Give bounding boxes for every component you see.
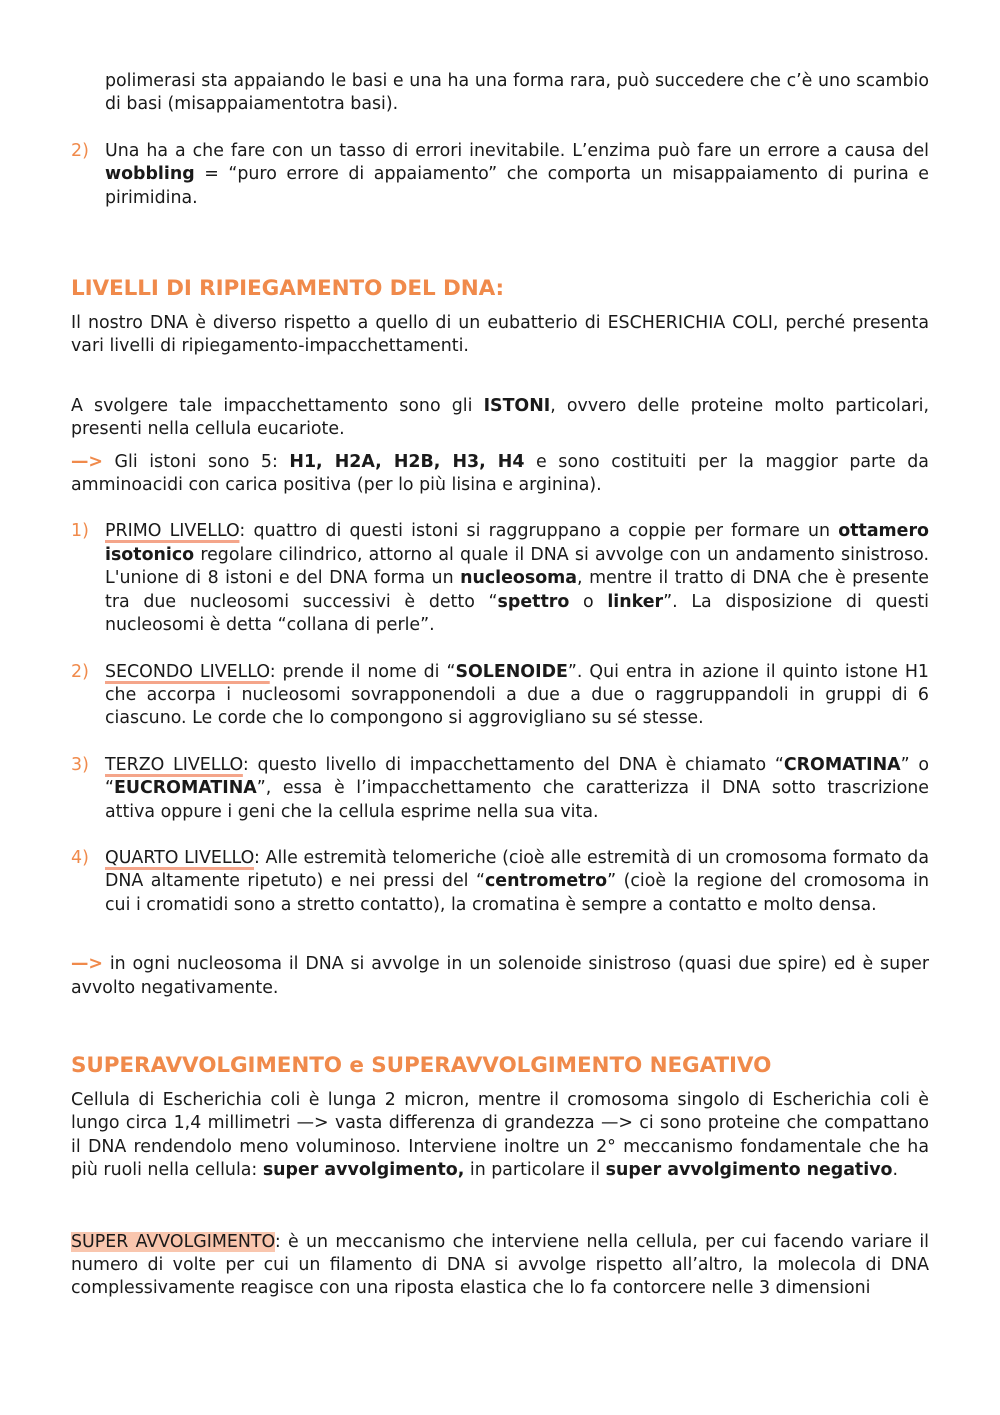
bold-term: spettro — [497, 591, 570, 612]
arrow-marker: —> — [71, 954, 103, 975]
text: Una ha a che fare con un tasso di errori inevitabile. L’enzima può fare un errore a causa del — [105, 140, 929, 161]
level-label: TERZO LIVELLO — [105, 754, 243, 775]
list-item-terzo-livello — [71, 754, 929, 824]
bold-term: ottamero isotonico — [105, 521, 929, 565]
text: ”. La disposizione di questi nucleosomi è detta “collana di perle”. — [105, 591, 929, 636]
paragraph-super-avvolgimento — [71, 1231, 929, 1301]
bold-term: H1, H2A, H2B, H3, H4 — [289, 451, 525, 472]
text: : quattro di questi istoni si raggruppano a coppie per formare un — [239, 521, 839, 542]
document-page — [71, 70, 929, 1301]
bold-term: CROMATINA — [783, 754, 901, 775]
text: Cellula di Escherichia coli è lunga 2 micron, mentre il cromosoma singolo di Escherichia coli è lungo circa 1,4 millimetri —> vasta differenza di grandezza —> ci sono proteine che compattano il DNA rendendolo meno voluminoso. Interviene inoltre un 2° meccanismo fondamentale che ha più ruoli nella cellula: — [71, 1089, 929, 1181]
list-item-primo-livello — [71, 520, 929, 637]
section-heading-superavvolgimento: SUPERAVVOLGIMENTO e SUPERAVVOLGIMENTO NEGATIVO — [71, 1052, 772, 1078]
list-item-quarto-livello — [71, 847, 929, 917]
paragraph-istoni-types — [71, 451, 929, 498]
highlighted-term: SUPER AVVOLGIMENTO — [71, 1231, 275, 1252]
paragraph-nucleosoma-note — [71, 953, 929, 1000]
text: : prende il nome di “ — [269, 661, 456, 682]
text: : Alle estremità telomeriche (cioè alle estremità di un cromosoma formato da DNA altamente ripetuto) e nei pressi del “ — [105, 847, 929, 892]
text: e sono costituiti per la maggior parte da amminoacidi con carica positiva (per lo più lisina e arginina). — [71, 451, 929, 496]
level-label: SECONDO LIVELLO — [105, 661, 270, 682]
text: : questo livello di impacchettamento del DNA è chiamato “ — [242, 754, 784, 775]
list-number: 2) — [71, 661, 89, 682]
bold-term: linker — [607, 591, 664, 612]
bold-term: super avvolgimento, — [262, 1160, 465, 1181]
level-label: PRIMO LIVELLO — [105, 521, 240, 542]
list-number: 4) — [71, 847, 89, 868]
text: Gli istoni sono 5: — [102, 451, 290, 472]
list-number: 3) — [71, 754, 89, 775]
paragraph-istoni — [71, 395, 929, 442]
list-item-secondo-livello — [71, 661, 929, 731]
text: . — [892, 1160, 899, 1181]
bold-term: SOLENOIDE — [455, 661, 568, 682]
text: in particolare il — [464, 1160, 606, 1181]
bold-term: EUCROMATINA — [114, 778, 257, 799]
text: = “puro errore di appaiamento” che comporta un misappaiamento di purina e pirimidina. — [105, 164, 929, 208]
text: ”, essa è l’impacchettamento che caratterizza il DNA sotto trascrizione attiva oppure i geni che la cellula esprime nella sua vita. — [105, 778, 929, 822]
bold-term: super avvolgimento negativo — [605, 1160, 893, 1181]
text: in ogni nucleosoma il DNA si avvolge in un solenoide sinistroso (quasi due spire) ed è super avvolto negativamente. — [71, 954, 929, 998]
bold-term: nucleosoma — [460, 568, 578, 589]
section-heading-livelli: LIVELLI DI RIPIEGAMENTO DEL DNA: — [71, 276, 505, 302]
bold-term: wobbling — [105, 164, 195, 185]
list-item-2-wobbling — [71, 140, 929, 210]
list-number: 2) — [71, 140, 89, 161]
paragraph-escherichia — [71, 1089, 929, 1183]
text: ” (cioè la regione del cromosoma in cui i cromatidi sono a stretto contatto), la cromatina è sempre a contatto e molto densa. — [105, 871, 929, 915]
bold-term: centrometro — [484, 871, 608, 892]
text: , mentre il tratto di DNA che è presente tra due nucleosomi successivi è detto “ — [105, 568, 929, 612]
text: o — [569, 591, 608, 612]
text: , ovvero delle proteine molto particolari, presenti nella cellula eucariote. — [71, 395, 929, 440]
arrow-marker: —> — [71, 451, 103, 472]
text: ”. Qui entra in azione il quinto istone H1 che accorpa i nucleosomi sovrapponendoli a due a due o raggruppandoli in gruppi di 6 ciascuno. Le corde che lo compongono si aggrovigliano su sé stesse. — [105, 661, 929, 729]
text: regolare cilindrico, attorno al quale il DNA si avvolge con un andamento sinistroso. L'unione di 8 istoni e del DNA forma un — [105, 544, 929, 589]
text: A svolgere tale impacchettamento sono gli — [71, 395, 484, 416]
list-item-continuation: polimerasi sta appaiando le basi e una ha una forma rara, può succedere che c’è uno scambio di basi (misappaiamentotra basi). — [105, 71, 929, 115]
level-label: QUARTO LIVELLO — [105, 847, 254, 868]
text: ” o “ — [105, 754, 929, 799]
text: : è un meccanismo che interviene nella cellula, per cui facendo variare il numero di volte per cui un filamento di DNA si avvolge rispetto all’altro, la molecola di DNA complessivamente reagisce con una riposta elastica che lo fa contorcere nelle 3 dimensioni — [71, 1231, 930, 1299]
paragraph-dna-intro: Il nostro DNA è diverso rispetto a quello di un eubatterio di ESCHERICHIA COLI, perché presenta vari livelli di ripiegamento-impacchettamenti. — [71, 313, 929, 357]
bold-term: ISTONI — [483, 395, 551, 416]
list-number: 1) — [71, 521, 89, 542]
